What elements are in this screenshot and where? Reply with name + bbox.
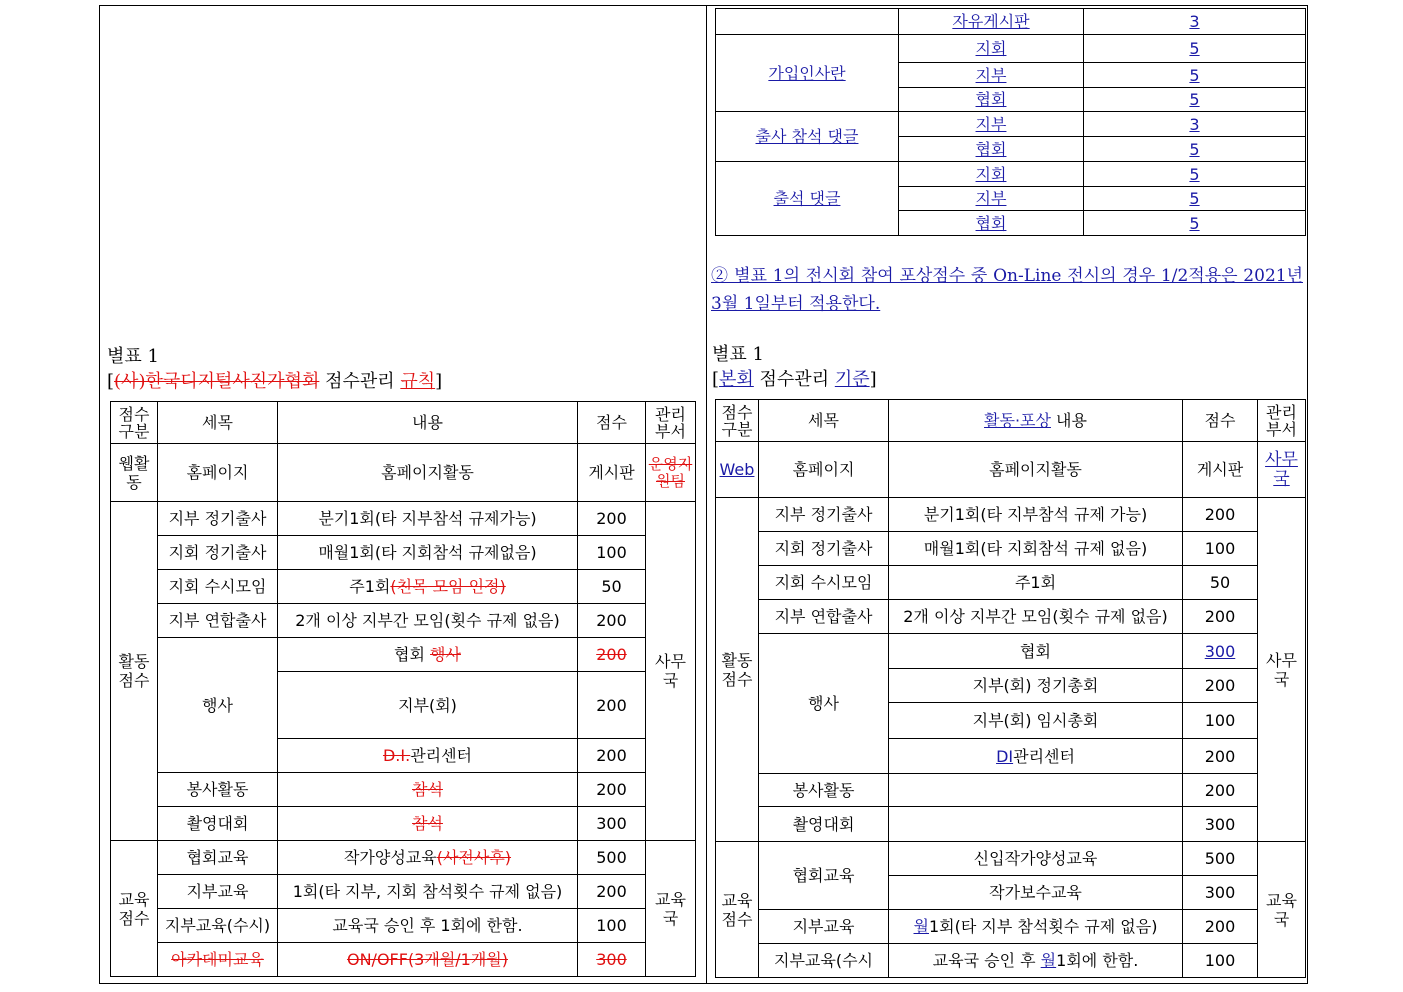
edu-dept: 교육국 bbox=[646, 841, 696, 977]
title-blue: 본회 bbox=[719, 369, 754, 390]
header-content: 내용 bbox=[278, 402, 578, 444]
content-text: 교육국 승인 후 bbox=[932, 951, 1041, 970]
content: 작가보수교육 bbox=[889, 876, 1183, 910]
score: 300 bbox=[1183, 634, 1258, 669]
title-rule: 규칙 bbox=[400, 371, 436, 392]
item: 촬영대회 bbox=[759, 807, 889, 842]
activity-cat: 활동점수 bbox=[111, 502, 158, 841]
table-cell: 5 bbox=[1084, 187, 1306, 211]
right-appendix-label: 별표 1 bbox=[712, 344, 764, 365]
score: 300 bbox=[578, 943, 646, 977]
content: 1회(타 지부, 지회 참석횟수 규제 없음) bbox=[278, 875, 578, 909]
table-cell: 자유게시판 bbox=[899, 9, 1084, 35]
score: 200 bbox=[1183, 669, 1258, 703]
table-cell: 협회 bbox=[899, 137, 1084, 162]
content-link: 월 bbox=[1040, 951, 1057, 970]
item: 협회교육 bbox=[759, 842, 889, 910]
content: 신입작가양성교육 bbox=[889, 842, 1183, 876]
score: 100 bbox=[578, 536, 646, 570]
item: 지부 정기출사 bbox=[759, 498, 889, 532]
score: 200 bbox=[1183, 600, 1258, 634]
item: 지회 정기출사 bbox=[158, 536, 278, 570]
web-item: 홈페이지 bbox=[158, 444, 278, 502]
header-content bbox=[889, 400, 1183, 442]
note-paragraph: ② 별표 1의 전시회 참여 포상점수 중 On-Line 전시의 경우 1/2적용은 2021년 3월 1일부터 적용한다. bbox=[711, 266, 1303, 314]
table-cell: 3 bbox=[1084, 9, 1306, 35]
content-link: DI bbox=[996, 746, 1014, 766]
content-text: 1회에 한함. bbox=[1056, 951, 1139, 970]
header-item: 세목 bbox=[158, 402, 278, 444]
header-score: 점수 bbox=[1183, 400, 1258, 442]
item: 지회 수시모임 bbox=[158, 570, 278, 604]
content-text: 관리센터 bbox=[1013, 746, 1075, 766]
activity-dept: 사무국 bbox=[646, 502, 696, 841]
title-deleted: (사)한국디지털사진가협회 bbox=[114, 371, 320, 392]
score: 200 bbox=[1183, 498, 1258, 532]
board-score-table bbox=[715, 8, 1306, 236]
content-text: 내용 bbox=[1050, 411, 1087, 430]
left-title bbox=[107, 369, 442, 395]
content bbox=[278, 570, 578, 604]
title-text: 점수관리 bbox=[753, 369, 835, 390]
right-score-table bbox=[715, 399, 1306, 978]
score: 200 bbox=[1183, 910, 1258, 944]
left-score-table bbox=[110, 401, 696, 977]
table-cell: 5 bbox=[1084, 35, 1306, 63]
content-link: 월 bbox=[913, 917, 929, 936]
event-item: 행사 bbox=[158, 638, 278, 773]
column-divider bbox=[706, 5, 707, 984]
content: 교육국 승인 후 1회에 한함. bbox=[278, 909, 578, 943]
content bbox=[889, 944, 1183, 978]
activity-cat: 활동점수 bbox=[716, 498, 759, 842]
content: 2개 이상 지부간 모임(횟수 규제 없음) bbox=[889, 600, 1183, 634]
table-cell: 5 bbox=[1084, 162, 1306, 187]
content bbox=[889, 807, 1183, 842]
score: 300 bbox=[578, 807, 646, 841]
score: 200 bbox=[578, 875, 646, 909]
content: ON/OFF(3개월/1개월) bbox=[278, 943, 578, 977]
score: 50 bbox=[578, 570, 646, 604]
table-cell: 5 bbox=[1084, 211, 1306, 236]
activity-dept: 사무국 bbox=[1258, 498, 1306, 842]
table-cell: 지회 bbox=[899, 35, 1084, 63]
score: 200 bbox=[578, 739, 646, 773]
content-deleted: D.I. bbox=[382, 746, 411, 765]
bracket-close: ] bbox=[435, 371, 443, 392]
table-cell: 5 bbox=[1084, 88, 1306, 112]
web-item: 홈페이지 bbox=[759, 442, 889, 498]
web-score: 게시판 bbox=[578, 444, 646, 502]
content bbox=[278, 638, 578, 672]
header-dept: 관리부서 bbox=[1258, 400, 1306, 442]
right-title bbox=[712, 367, 877, 393]
score: 300 bbox=[1183, 876, 1258, 910]
item: 아카데미교육 bbox=[158, 943, 278, 977]
score: 300 bbox=[1183, 807, 1258, 842]
web-cat: 웹활동 bbox=[111, 444, 158, 502]
score: 200 bbox=[578, 773, 646, 807]
score: 500 bbox=[1183, 842, 1258, 876]
content: 2개 이상 지부간 모임(횟수 규제 없음) bbox=[278, 604, 578, 638]
left-appendix-label: 별표 1 bbox=[107, 346, 159, 367]
content: 협회 bbox=[889, 634, 1183, 669]
header-score: 점수 bbox=[578, 402, 646, 444]
content-deleted: (사전사후) bbox=[436, 848, 512, 867]
item: 협회교육 bbox=[158, 841, 278, 875]
content: 주1회 bbox=[889, 566, 1183, 600]
score: 200 bbox=[578, 672, 646, 739]
score: 200 bbox=[578, 502, 646, 536]
item: 촬영대회 bbox=[158, 807, 278, 841]
score: 200 bbox=[578, 604, 646, 638]
bracket-open: [ bbox=[712, 369, 720, 390]
table-cell: 5 bbox=[1084, 63, 1306, 88]
content: 분기1회(타 지부참석 규제가능) bbox=[278, 502, 578, 536]
header-cat: 점수구분 bbox=[111, 402, 158, 444]
content: 참석 bbox=[278, 773, 578, 807]
content bbox=[889, 774, 1183, 807]
content-text: 주1회 bbox=[349, 577, 391, 596]
web-dept: 운영지원팀 bbox=[646, 444, 696, 502]
content-text: 작가양성교육 bbox=[343, 848, 437, 867]
score: 100 bbox=[1183, 703, 1258, 739]
content bbox=[889, 739, 1183, 774]
event-item: 행사 bbox=[759, 634, 889, 774]
title-text: 점수관리 bbox=[319, 371, 401, 392]
table-cell bbox=[716, 9, 899, 35]
item: 봉사활동 bbox=[759, 774, 889, 807]
content: 지부(회) 정기총회 bbox=[889, 669, 1183, 703]
title-blue: 기준 bbox=[834, 369, 870, 390]
item: 봉사활동 bbox=[158, 773, 278, 807]
content bbox=[889, 910, 1183, 944]
bracket-close: ] bbox=[869, 369, 877, 390]
content: 분기1회(타 지부참석 규제 가능) bbox=[889, 498, 1183, 532]
table-cell: 지회 bbox=[899, 162, 1084, 187]
table-cell: 가입인사란 bbox=[716, 35, 899, 112]
content: 지부(회) bbox=[278, 672, 578, 739]
item: 지회 수시모임 bbox=[759, 566, 889, 600]
header-item: 세목 bbox=[759, 400, 889, 442]
content: 참석 bbox=[278, 807, 578, 841]
item: 지부교육 bbox=[759, 910, 889, 944]
bracket-open: [ bbox=[107, 371, 115, 392]
score: 200 bbox=[578, 638, 646, 672]
table-cell: 출석 댓글 bbox=[716, 162, 899, 236]
content-text: 관리센터 bbox=[410, 746, 473, 765]
content-deleted: 행사 bbox=[430, 645, 461, 664]
content-text: 협회 bbox=[394, 645, 431, 664]
item: 지부 연합출사 bbox=[158, 604, 278, 638]
content: 지부(회) 임시총회 bbox=[889, 703, 1183, 739]
content-text: 1회(타 지부 참석횟수 규제 없음) bbox=[928, 917, 1158, 936]
header-dept: 관리부서 bbox=[646, 402, 696, 444]
content: 매월1회(타 지회참석 규제 없음) bbox=[889, 532, 1183, 566]
item: 지부 연합출사 bbox=[759, 600, 889, 634]
edu-dept: 교육국 bbox=[1258, 842, 1306, 978]
header-cat: 점수구분 bbox=[716, 400, 759, 442]
web-content: 홈페이지활동 bbox=[889, 442, 1183, 498]
score: 100 bbox=[1183, 532, 1258, 566]
web-score: 게시판 bbox=[1183, 442, 1258, 498]
score: 200 bbox=[1183, 739, 1258, 774]
table-cell: 협회 bbox=[899, 211, 1084, 236]
content-link: 활동·포상 bbox=[984, 411, 1051, 430]
table-cell: 3 bbox=[1084, 112, 1306, 137]
score: 50 bbox=[1183, 566, 1258, 600]
content bbox=[278, 739, 578, 773]
item: 지부교육 bbox=[158, 875, 278, 909]
content: 매월1회(타 지회참석 규제없음) bbox=[278, 536, 578, 570]
web-cat: Web bbox=[716, 442, 759, 498]
table-cell: 출사 참석 댓글 bbox=[716, 112, 899, 162]
table-cell: 지부 bbox=[899, 112, 1084, 137]
item: 지부교육(수시) bbox=[158, 909, 278, 943]
table-cell: 협회 bbox=[899, 88, 1084, 112]
table-cell: 지부 bbox=[899, 187, 1084, 211]
web-dept: 사무국 bbox=[1258, 442, 1306, 498]
web-content: 홈페이지활동 bbox=[278, 444, 578, 502]
content-deleted: (친목 모임 인정) bbox=[390, 577, 506, 596]
score: 500 bbox=[578, 841, 646, 875]
item: 지회 정기출사 bbox=[759, 532, 889, 566]
content bbox=[278, 841, 578, 875]
edu-cat: 교육점수 bbox=[716, 842, 759, 978]
item: 지부 정기출사 bbox=[158, 502, 278, 536]
score: 100 bbox=[578, 909, 646, 943]
table-cell: 지부 bbox=[899, 63, 1084, 88]
table-cell: 5 bbox=[1084, 137, 1306, 162]
score: 100 bbox=[1183, 944, 1258, 978]
score: 200 bbox=[1183, 774, 1258, 807]
item: 지부교육(수시 bbox=[759, 944, 889, 978]
edu-cat: 교육점수 bbox=[111, 841, 158, 977]
